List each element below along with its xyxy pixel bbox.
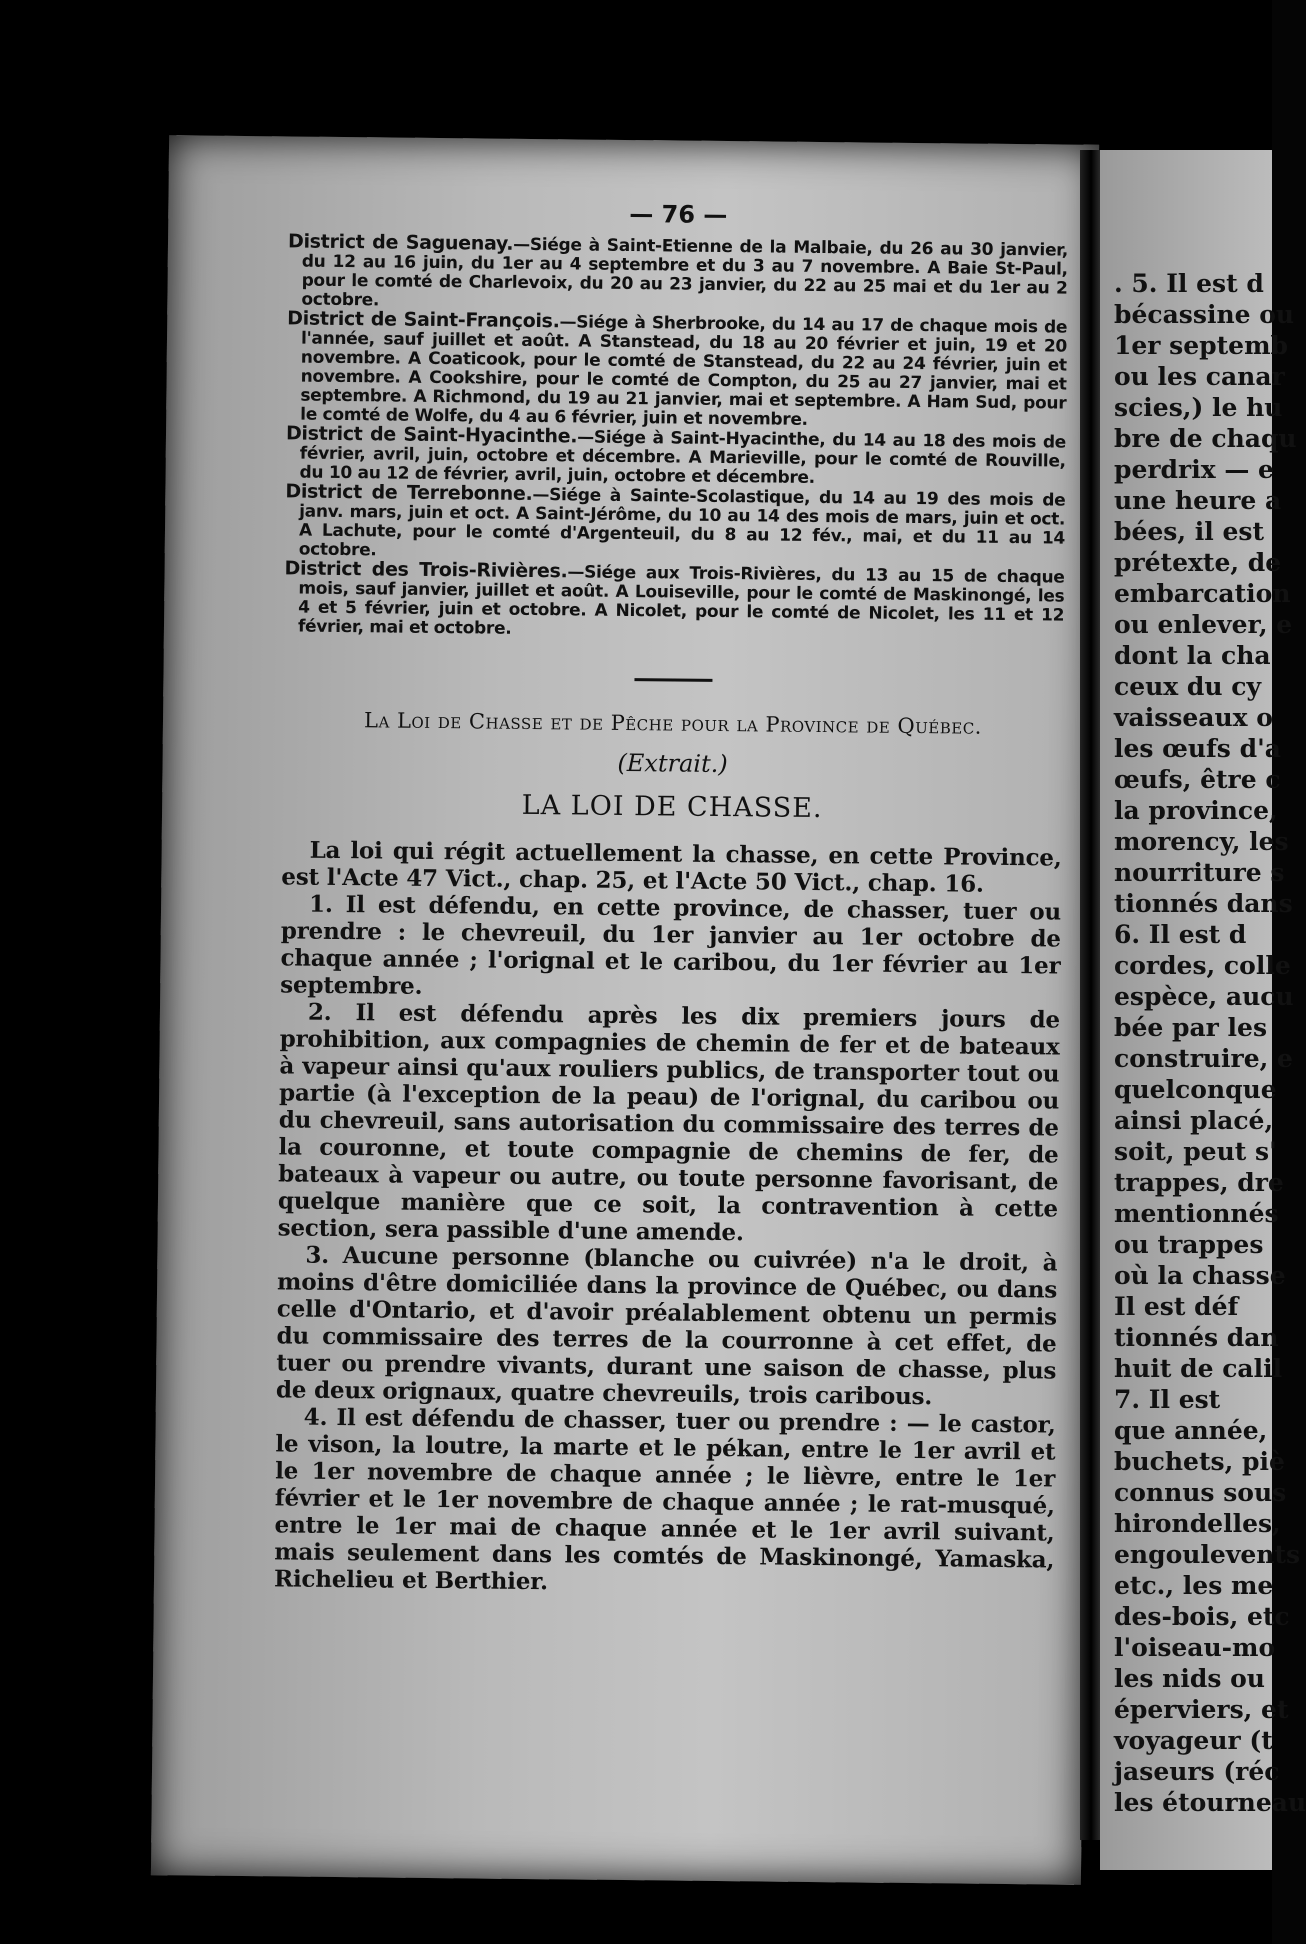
facing-page-line: la province, [1114, 796, 1278, 825]
facing-page-line: etc., les me [1114, 1571, 1274, 1600]
facing-page-line: tionnés dans [1114, 889, 1293, 918]
district-text: —Siége aux Trois-Rivières, du 13 au 15 de chaque mois, sauf janvier, juillet et août. A Louiseville, pour le comté de Maskinongé, les 4 et 5 février, juin et octobre. A Nicolet, pour le comté de Nicolet, les 11 et 12 février, mai et octobre. [297, 562, 1065, 639]
district-entry [284, 559, 1065, 644]
facing-page-line: bées, il est [1114, 517, 1264, 546]
facing-page-line: scies,) le hu [1114, 393, 1283, 422]
law-paragraph: 4. Il est défendu de chasser, tuer ou prendre : — le castor, le vison, la loutre, la marte et le pékan, entre le 1er avril et le 1er novembre de chaque année ; le lièvre, entre le 1er février et le 1er novembre de chaque année ; le rat-musqué, entre le 1er mai de chaque année et le 1er avril suivant, mais seulement dans les comtés de Maskinongé, Yamaska, Richelieu et Berthier. [273, 1403, 1056, 1596]
facing-page-line: mentionnés [1114, 1199, 1279, 1228]
law-paragraph: La loi qui régit actuellement la chasse, en cette Province, est l'Acte 47 Vict., chap. 25, et l'Acte 50 Vict., chap. 16. [281, 836, 1062, 898]
facing-page-line: une heure a [1114, 486, 1282, 515]
facing-page-line: connus sous [1114, 1478, 1287, 1507]
page-number: — 76 — [629, 200, 728, 230]
facing-page-line: trappes, dre [1114, 1168, 1284, 1197]
facing-page-line: dont la cha [1114, 641, 1271, 670]
facing-page-line: œufs, être c [1114, 765, 1281, 794]
district-entry [286, 309, 1067, 432]
section-title: LA LOI DE CHASSE. [521, 789, 823, 825]
facing-page-line: des-bois, etc [1114, 1602, 1290, 1631]
district-text: —Siége à Sainte-Scolastique, du 14 au 19 des mois de janv. mars, juin et oct. A Saint-Jérôme, du 10 au 14 des mois de mars, juin et oct. A Lachute, pour le comté d'Argenteuil, du 8 au 12 fév., mai, et du 11 au 14 octobre. [298, 485, 1066, 561]
facing-page-line: ou les canar [1114, 362, 1285, 391]
facing-page-line: Il est déf [1114, 1292, 1239, 1321]
law-paragraph: 1. Il est défendu, en cette province, de chasser, tuer ou prendre : le chevreuil, du 1er janvier au 1er octobre de chaque année ; l'orignal et le caribou, du 1er février au 1er septembre. [280, 890, 1062, 1000]
facing-page-line: huit de calil [1114, 1354, 1283, 1383]
facing-page-line: espèce, aucu [1114, 982, 1294, 1011]
facing-page-line: engoulevents [1114, 1540, 1301, 1569]
district-entry [285, 482, 1066, 567]
facing-page-line: les étourneau [1114, 1788, 1306, 1817]
facing-page-line: 7. Il est [1114, 1385, 1221, 1414]
facing-page [1100, 150, 1306, 1870]
district-name: District de Saint-François. [287, 307, 560, 333]
facing-page-line: perdrix — e [1114, 455, 1274, 484]
district-name: District de Saguenay. [287, 230, 514, 255]
facing-page-line: cordes, colle [1114, 951, 1291, 980]
district-text: —Siége à Saint-Etienne de la Malbaie, du 26 au 30 janvier, du 12 au 16 juin, du 1er au 4 septembre et du 3 au 7 novembre. A Baie St-Paul, pour le comté de Charlevoix, du 20 au 23 janvier, du 22 au 25 mai et du 1er au 2 octobre. [301, 234, 1069, 311]
facing-page-line: . 5. Il est d [1114, 269, 1264, 298]
facing-page-line: les nids ou [1114, 1664, 1265, 1693]
district-name: District de Saint-Hyacinthe. [285, 422, 578, 448]
facing-page-line: soit, peut s' [1114, 1137, 1277, 1166]
facing-page-line: l'oiseau-mo [1114, 1633, 1276, 1662]
facing-page-line: embarcation [1114, 579, 1291, 608]
facing-page-line: bre de chaqu [1114, 424, 1297, 453]
page-content [274, 196, 1069, 1600]
section-divider [634, 678, 712, 682]
book-page [151, 135, 1099, 1885]
facing-page-line: bée par les [1114, 1013, 1268, 1042]
facing-page-line: ainsi placé, [1114, 1106, 1274, 1135]
law-paragraph: 3. Aucune personne (blanche ou cuivrée) n'a le droit, à moins d'être domiciliée dans la province de Québec, ou dans celle d'Ontario, et d'avoir préalablement obtenu un permis du commissaire des terres de la courronne à cet effet, de tuer ou prendre vivants, durant une saison de chasse, plus de deux orignaux, quatre chevreuils, trois caribous. [275, 1241, 1058, 1411]
facing-page-line: morency, les [1114, 827, 1289, 856]
facing-page-line: nourriture s [1114, 858, 1285, 887]
facing-page-line: prétexte, de [1114, 548, 1282, 577]
district-entry [287, 232, 1068, 317]
facing-page-line: quelconque [1114, 1075, 1277, 1104]
facing-page-line: ou enlever, e [1114, 610, 1293, 639]
law-paragraph: 2. Il est défendu après les dix premiers jours de prohibition, aux compagnies de chemin de fer et de bateaux à vapeur ainsi qu'aux rouliers publics, de transporter tout ou partie (à l'exception de la peau) de l'orignal, du caribou ou du chevreuil, sans autorisation du commissaire des terres de la couronne, et toute compagnie de chemins de fer, de bateaux à vapeur ou autre, ou toute personne favorisant, de quelque manière que ce soit, la contravention à cette section, sera passible d'une amende. [277, 998, 1061, 1247]
facing-page-text [1100, 268, 1306, 1818]
facing-page-line: ceux du cy [1114, 672, 1262, 701]
facing-page-line: éperviers, et [1114, 1695, 1289, 1724]
district-name: District des Trois-Rivières. [284, 557, 568, 583]
facing-page-line: que année, [1114, 1416, 1268, 1445]
district-text: —Siége à Saint-Hyacinthe, du 14 au 18 des mois de février, avril, juin, octobre et décembre. A Marieville, pour le comté de Rouville, du 10 au 12 de février, avril, juin, octobre et décembre. [299, 427, 1067, 488]
law-title: La Loi de Chasse et de Pêche pour la Province de Québec. [363, 708, 983, 739]
facing-page-line: jaseurs (réc [1114, 1757, 1280, 1786]
district-name: District de Terrebonne. [285, 480, 533, 506]
facing-page-line: voyageur (t [1114, 1726, 1273, 1755]
facing-page-line: 6. Il est d [1114, 920, 1247, 949]
district-list [284, 232, 1068, 644]
facing-page-line: ou trappes [1114, 1230, 1264, 1259]
facing-page-line: vaisseaux o [1114, 703, 1273, 732]
book-gutter [1080, 150, 1102, 1840]
facing-page-line: 1er septemb [1114, 331, 1289, 360]
facing-page-line: bécassine ou [1114, 300, 1295, 329]
facing-page-line: où la chasse [1114, 1261, 1286, 1290]
extrait-label: (Extrait.) [617, 748, 728, 779]
facing-page-line: tionnés dan [1114, 1323, 1279, 1352]
facing-page-line: les œufs d'a [1114, 734, 1281, 763]
law-body [274, 836, 1062, 1600]
district-text: —Siége à Sherbrooke, du 14 au 17 de chaque mois de l'année, sauf juillet et août. A Stanstead, du 18 au 20 février et juin, 19 et 20 novembre. A Coaticook, pour le comté de Stanstead, du 22 au 24 février, juin et novembre. A Cookshire, pour le comté de Compton, du 25 au 27 janvier, mai et septembre. A Richmond, du 19 au 21 janvier, mai et septembre. A Ham Sud, pour le comté de Wolfe, du 4 au 6 février, juin et novembre. [300, 312, 1068, 430]
facing-page-line: hirondelles, [1114, 1509, 1281, 1538]
facing-page-line: construire, e [1114, 1044, 1293, 1073]
facing-page-line: buchets, piè [1114, 1447, 1285, 1476]
